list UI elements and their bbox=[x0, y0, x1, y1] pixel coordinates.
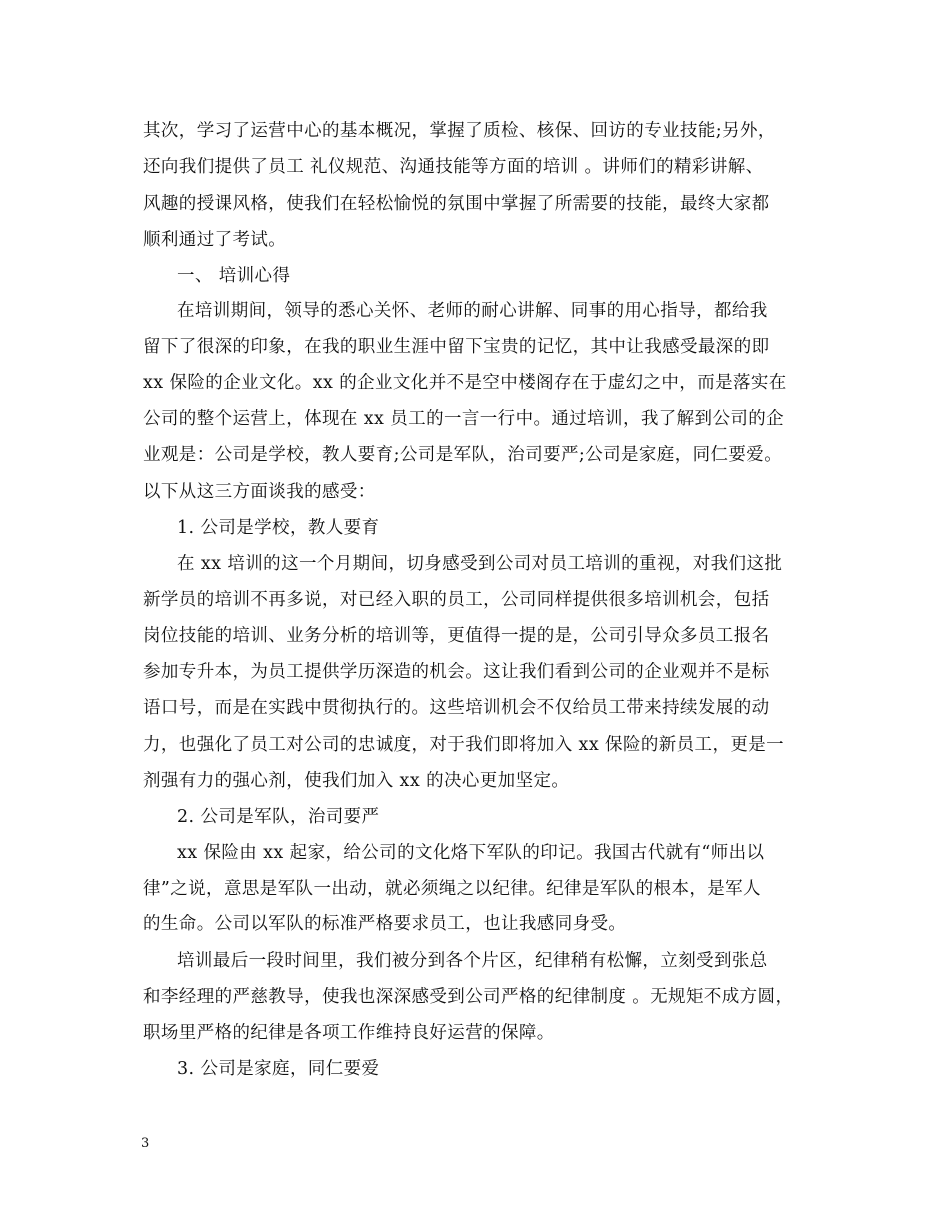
page-number: 3 bbox=[141, 1136, 150, 1151]
body-text-line: 业观是：公司是学校，教人要育;公司是军队，治司要严;公司是家庭，同仁要爱。 bbox=[143, 445, 783, 465]
body-text-line: 职场里严格的纪律是各项工作维持良好运营的保障。 bbox=[143, 1023, 555, 1043]
body-text-line: 的生命。公司以军队的标准严格要求员工，也让我感同身受。 bbox=[143, 914, 627, 934]
subsection-heading: 2. 公司是军队，治司要严 bbox=[177, 807, 380, 827]
body-text-line: 岗位技能的培训、业务分析的培训等，更值得一提的是，公司引导众多员工报名 bbox=[143, 626, 770, 646]
body-text-line: 留下了很深的印象，在我的职业生涯中留下宝贵的记忆，其中让我感受最深的即 bbox=[143, 337, 770, 357]
body-text-line: 在 xx 培训的这一个月期间，切身感受到公司对员工培训的重视，对我们这批 bbox=[177, 554, 783, 574]
body-text-line: 参加专升本，为员工提供学历深造的机会。这让我们看到公司的企业观并不是标 bbox=[143, 662, 770, 682]
body-text-line: 风趣的授课风格，使我们在轻松愉悦的氛围中掌握了所需要的技能，最终大家都 bbox=[143, 194, 770, 214]
body-text-line: 语口号，而是在实践中贯彻执行的。这些培训机会不仅给员工带来持续发展的动 bbox=[143, 698, 770, 718]
body-text-line: 新学员的培训不再多说，对已经入职的员工，公司同样提供很多培训机会，包括 bbox=[143, 590, 770, 610]
subsection-heading: 3. 公司是家庭，同仁要爱 bbox=[177, 1059, 380, 1079]
body-text-line: 其次，学习了运营中心的基本概况，掌握了质检、核保、回访的专业技能;另外， bbox=[143, 121, 776, 141]
body-text-line: 还向我们提供了员工 礼仪规范、沟通技能等方面的培训 。讲师们的精彩讲解、 bbox=[143, 157, 764, 177]
body-text-line: 律”之说，意思是军队一出动，就必须绳之以纪律。纪律是军队的根本，是军人 bbox=[143, 879, 761, 899]
body-text-line: 顺利通过了考试。 bbox=[143, 230, 287, 250]
body-text-line: 培训最后一段时间里，我们被分到各个片区，纪律稍有松懈，立刻受到张总 bbox=[177, 951, 768, 971]
body-text-line: 和李经理的严慈教导，使我也深深感受到公司严格的纪律制度 。无规矩不成方圆， bbox=[143, 987, 794, 1007]
body-text-line: xx 保险的企业文化。xx 的企业文化并不是空中楼阁存在于虚幻之中，而是落实在 bbox=[143, 373, 787, 393]
body-text-line: 以下从这三方面谈我的感受： bbox=[143, 482, 376, 502]
body-text-line: 剂强有力的强心剂，使我们加入 xx 的决心更加坚定。 bbox=[143, 771, 570, 791]
subsection-heading: 1. 公司是学校，教人要育 bbox=[177, 518, 380, 538]
body-text-line: xx 保险由 xx 起家，给公司的文化烙下军队的印记。我国古代就有“师出以 bbox=[177, 843, 765, 863]
body-text-line: 力，也强化了员工对公司的忠诚度，对于我们即将加入 xx 保险的新员工，更是一 bbox=[143, 735, 785, 755]
section-heading: 一、 培训心得 bbox=[177, 266, 291, 286]
body-text-line: 公司的整个运营上，体现在 xx 员工的一言一行中。通过培训，我了解到公司的企 bbox=[143, 409, 785, 429]
body-text-line: 在培训期间，领导的悉心关怀、老师的耐心讲解、同事的用心指导，都给我 bbox=[177, 301, 768, 321]
